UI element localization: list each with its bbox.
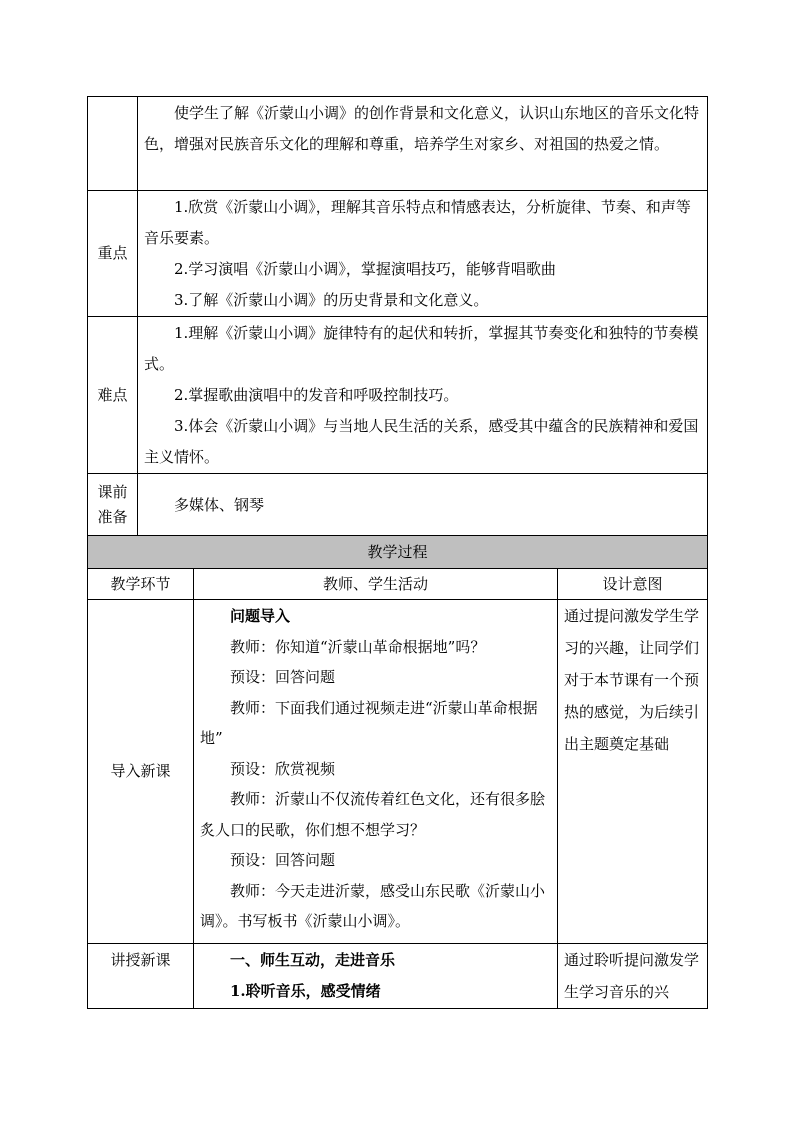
activity-line: 问题导入	[230, 607, 291, 625]
stage-cell: 导入新课	[88, 600, 194, 944]
process-row-intro	[88, 600, 708, 944]
lesson-info-table	[87, 96, 708, 536]
activity-line: 预设：回答问题	[230, 851, 336, 869]
difficulty-row	[88, 317, 708, 474]
column-header-stage: 教学环节	[88, 569, 194, 600]
activity-line: 教师：今天走进沂蒙，感受山东民歌《沂蒙山小调》。书写板书《沂蒙山小调》。	[200, 881, 546, 930]
intent-cell: 通过聆听提问激发学生学习音乐的兴	[558, 944, 708, 1009]
preparation-label-cell	[88, 474, 138, 536]
process-band-title: 教学过程	[88, 536, 708, 569]
difficulty-item: 1.理解《沂蒙山小调》旋律特有的起伏和转折，掌握其节奏变化和独特的节奏模式。	[144, 324, 699, 373]
focus-item: 2.学习演唱《沂蒙山小调》，掌握演唱技巧，能够背唱歌曲	[174, 260, 556, 278]
preparation-content-cell	[138, 474, 708, 536]
difficulty-item: 3.体会《沂蒙山小调》与当地人民生活的关系，感受其中蕴含的民族精神和爱国主义情怀。	[144, 417, 699, 466]
teaching-process-table	[87, 535, 708, 1009]
focus-content-cell	[138, 191, 708, 317]
activities-cell	[194, 944, 558, 1009]
activity-line: 教师：沂蒙山不仅流传着红色文化，还有很多脍炙人口的民歌，你们想不想学习？	[200, 790, 546, 839]
process-row-new-lesson	[88, 944, 708, 1009]
activity-line: 一、师生互动，走进音乐	[230, 951, 396, 969]
activity-line: 教师：你知道“沂蒙山革命根据地”吗？	[230, 637, 486, 656]
objective-paragraph: 使学生了解《沂蒙山小调》的创作背景和文化意义，认识山东地区的音乐文化特色，增强对民族音乐文化的理解和尊重，培养学生对家乡、对祖国的热爱之情。	[144, 104, 700, 153]
column-header-activities: 教师、学生活动	[194, 569, 558, 600]
focus-row	[88, 191, 708, 317]
activity-line: 教师：下面我们通过视频走进“沂蒙山革命根据地”	[200, 698, 538, 747]
process-band-row	[88, 536, 708, 569]
focus-item: 1.欣赏《沂蒙山小调》，理解其音乐特点和情感表达，分析旋律、节奏、和声等音乐要素。	[144, 198, 691, 247]
activities-cell	[194, 600, 558, 944]
preparation-label-line: 课前	[97, 482, 128, 501]
focus-label: 重点	[88, 191, 138, 317]
lesson-plan-page	[87, 96, 707, 1009]
activity-line: 预设：回答问题	[230, 668, 336, 686]
intent-cell: 通过提问激发学生学习的兴趣，让同学们对于本节课有一个预热的感觉，为后续引出主题奠定基础	[558, 600, 708, 944]
activity-line: 预设：欣赏视频	[230, 759, 336, 778]
difficulty-label: 难点	[88, 317, 138, 474]
preparation-text: 多媒体、钢琴	[174, 495, 265, 514]
preparation-label-line: 准备	[97, 507, 128, 526]
objective-row	[88, 97, 708, 191]
difficulty-item: 2.掌握歌曲演唱中的发音和呼吸控制技巧。	[174, 386, 459, 404]
stage-cell: 讲授新课	[88, 944, 194, 1009]
column-header-intent: 设计意图	[558, 569, 708, 600]
objective-label-cell	[88, 97, 138, 191]
objective-content-cell	[138, 97, 708, 191]
difficulty-content-cell	[138, 317, 708, 474]
process-column-header-row	[88, 569, 708, 600]
activity-line: 1.聆听音乐，感受情绪	[230, 981, 381, 1000]
focus-item: 3.了解《沂蒙山小调》的历史背景和文化意义。	[174, 291, 489, 309]
preparation-row	[88, 474, 708, 536]
